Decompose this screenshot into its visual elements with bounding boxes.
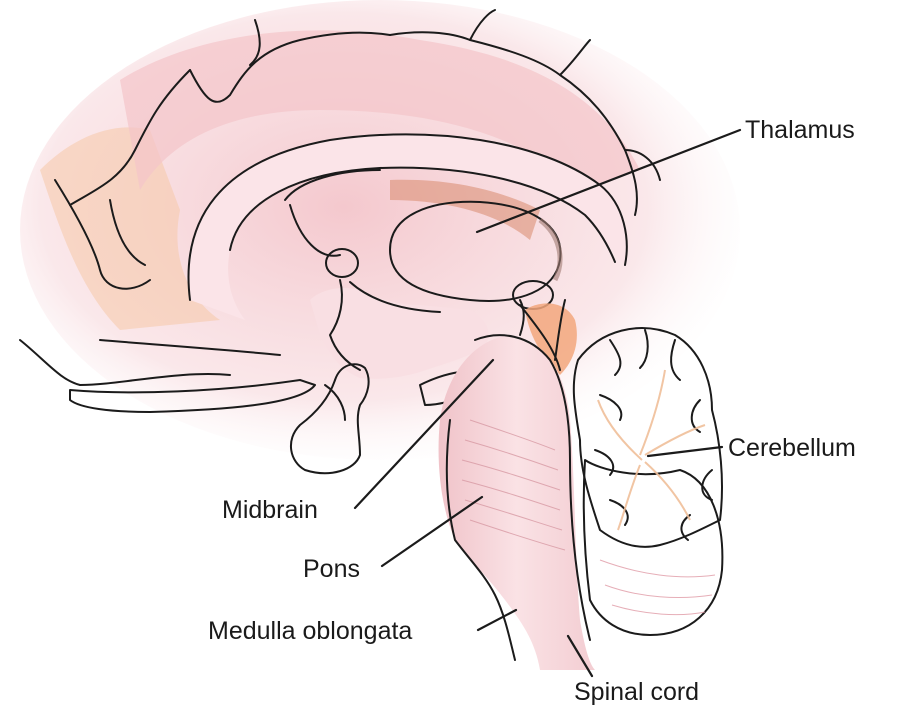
label-thalamus: Thalamus [745,116,855,144]
leader-medulla [478,610,516,630]
leader-cerebellum [648,447,722,456]
label-cerebellum: Cerebellum [728,434,856,462]
cerebrum-background [20,0,740,460]
label-midbrain: Midbrain [222,496,318,524]
label-pons: Pons [303,555,360,583]
label-spinal-cord: Spinal cord [574,678,700,706]
label-medulla-oblongata: Medulla oblongata [208,617,413,645]
